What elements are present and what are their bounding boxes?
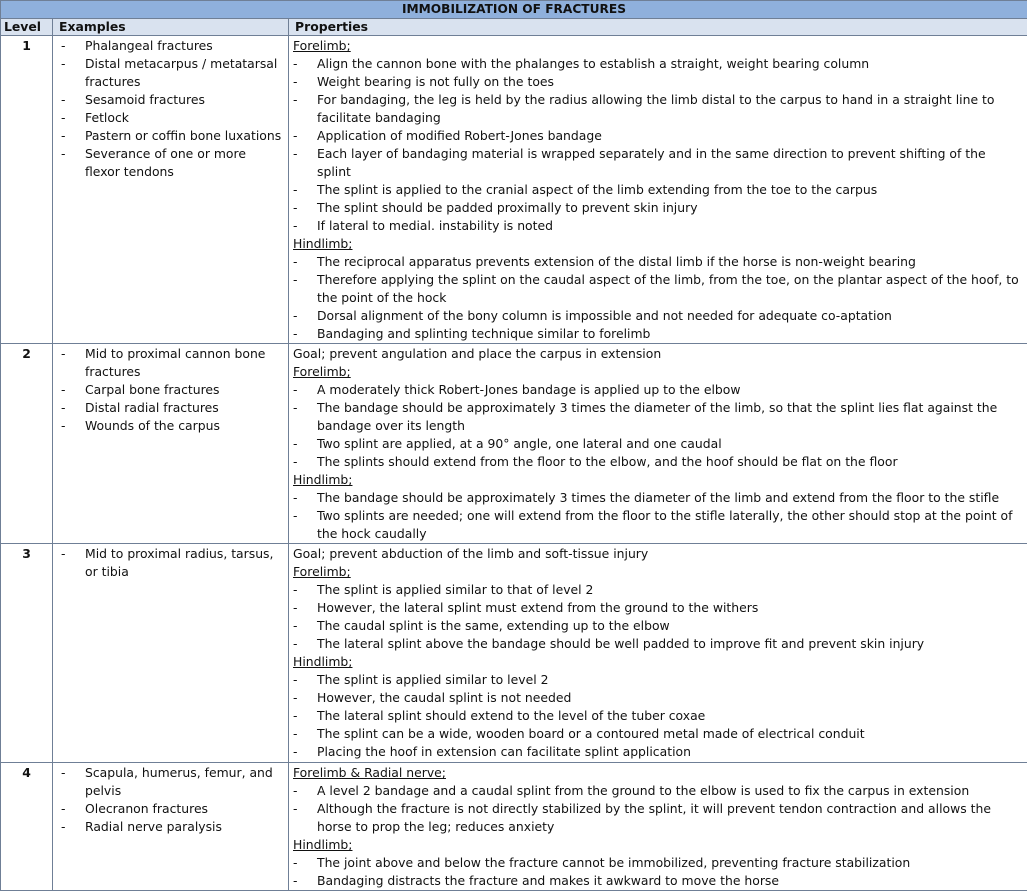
bullet-dash: -: [61, 345, 85, 381]
level-cell: 3: [1, 544, 53, 763]
goal-text: Goal; prevent abduction of the limb and soft-tissue injury: [293, 545, 1027, 563]
properties-cell: [289, 36, 1027, 344]
bullet-dash: -: [61, 764, 85, 800]
property-item: [293, 381, 1027, 399]
examples-cell: [53, 544, 289, 763]
properties-cell: [289, 344, 1027, 544]
examples-cell: [53, 763, 289, 891]
property-item: [293, 689, 1027, 707]
bullet-dash: -: [61, 145, 85, 181]
bullet-dash: -: [293, 435, 317, 453]
bullet-dash: -: [61, 127, 85, 145]
property-item: [293, 800, 1027, 836]
bullet-dash: -: [293, 671, 317, 689]
bullet-dash: -: [293, 271, 317, 307]
property-item-text: Weight bearing is not fully on the toes: [317, 73, 1027, 91]
section-heading: Hindlimb;: [293, 836, 1027, 854]
example-item: [61, 145, 288, 181]
bullet-dash: -: [293, 854, 317, 872]
property-item: [293, 271, 1027, 307]
bullet-dash: -: [293, 725, 317, 743]
bullet-dash: -: [293, 253, 317, 271]
bullet-dash: -: [293, 55, 317, 73]
bullet-dash: -: [293, 91, 317, 127]
section-heading: Hindlimb;: [293, 235, 1027, 253]
example-item: [61, 417, 288, 435]
property-item: [293, 325, 1027, 343]
example-item-text: Distal radial fractures: [85, 399, 288, 417]
example-item-text: Mid to proximal cannon bone fractures: [85, 345, 288, 381]
property-item: [293, 599, 1027, 617]
property-item: [293, 671, 1027, 689]
property-item-text: The lateral splint should extend to the level of the tuber coxae: [317, 707, 1027, 725]
bullet-dash: -: [293, 689, 317, 707]
table-row: [1, 763, 1027, 891]
properties-cell: [289, 544, 1027, 763]
property-item-text: The splint is applied to the cranial aspect of the limb extending from the toe to the carpus: [317, 181, 1027, 199]
bullet-dash: -: [293, 307, 317, 325]
bullet-dash: -: [61, 55, 85, 91]
property-item-text: Dorsal alignment of the bony column is impossible and not needed for adequate co-aptation: [317, 307, 1027, 325]
property-item-text: The reciprocal apparatus prevents extension of the distal limb if the horse is non-weight bearing: [317, 253, 1027, 271]
bullet-dash: -: [293, 199, 317, 217]
bullet-dash: -: [61, 399, 85, 417]
property-item-text: The splint is applied similar to level 2: [317, 671, 1027, 689]
property-item: [293, 91, 1027, 127]
example-item-text: Carpal bone fractures: [85, 381, 288, 399]
example-item: [61, 381, 288, 399]
property-item-text: Placing the hoof in extension can facilitate splint application: [317, 743, 1027, 761]
bullet-dash: -: [293, 127, 317, 145]
property-item-text: Two splints are needed; one will extend from the floor to the stifle laterally, the other should stop at the point of the hock caudally: [317, 507, 1027, 543]
property-item: [293, 581, 1027, 599]
bullet-dash: -: [61, 818, 85, 836]
property-item-text: Bandaging distracts the fracture and makes it awkward to move the horse: [317, 872, 1027, 890]
example-item: [61, 91, 288, 109]
example-item-text: Scapula, humerus, femur, and pelvis: [85, 764, 288, 800]
bullet-dash: -: [293, 800, 317, 836]
bullet-dash: -: [61, 417, 85, 435]
bullet-dash: -: [293, 707, 317, 725]
property-item-text: Each layer of bandaging material is wrapped separately and in the same direction to prevent shifting of the splint: [317, 145, 1027, 181]
example-item: [61, 37, 288, 55]
example-item-text: Severance of one or more flexor tendons: [85, 145, 288, 181]
bullet-dash: -: [293, 489, 317, 507]
table-row: [1, 344, 1027, 544]
bullet-dash: -: [293, 453, 317, 471]
property-item-text: A moderately thick Robert-Jones bandage is applied up to the elbow: [317, 381, 1027, 399]
example-item-text: Fetlock: [85, 109, 288, 127]
property-item: [293, 453, 1027, 471]
property-item-text: If lateral to medial. instability is noted: [317, 217, 1027, 235]
property-item: [293, 127, 1027, 145]
property-item-text: The joint above and below the fracture cannot be immobilized, preventing fracture stabilization: [317, 854, 1027, 872]
property-item: [293, 489, 1027, 507]
section-heading: Hindlimb;: [293, 471, 1027, 489]
example-item-text: Distal metacarpus / metatarsal fractures: [85, 55, 288, 91]
property-item-text: The caudal splint is the same, extending up to the elbow: [317, 617, 1027, 635]
bullet-dash: -: [61, 545, 85, 581]
property-item-text: The splint can be a wide, wooden board or a contoured metal made of electrical conduit: [317, 725, 1027, 743]
example-item: [61, 545, 288, 581]
example-item: [61, 127, 288, 145]
property-item: [293, 145, 1027, 181]
property-item: [293, 217, 1027, 235]
property-item: [293, 635, 1027, 653]
bullet-dash: -: [293, 743, 317, 761]
bullet-dash: -: [293, 399, 317, 435]
table-body: [1, 36, 1027, 891]
bullet-dash: -: [293, 782, 317, 800]
examples-cell: [53, 344, 289, 544]
level-cell: 2: [1, 344, 53, 544]
example-item: [61, 800, 288, 818]
header-level: Level: [1, 19, 53, 36]
property-item: [293, 707, 1027, 725]
table-title: IMMOBILIZATION OF FRACTURES: [1, 1, 1027, 19]
level-cell: 4: [1, 763, 53, 891]
property-item-text: The splints should extend from the floor to the elbow, and the hoof should be flat on the floor: [317, 453, 1027, 471]
example-item-text: Sesamoid fractures: [85, 91, 288, 109]
property-item: [293, 253, 1027, 271]
property-item-text: However, the lateral splint must extend from the ground to the withers: [317, 599, 1027, 617]
property-item: [293, 854, 1027, 872]
property-item-text: The bandage should be approximately 3 times the diameter of the limb and extend from the floor to the stifle: [317, 489, 1027, 507]
example-item-text: Wounds of the carpus: [85, 417, 288, 435]
property-item: [293, 73, 1027, 91]
section-heading: Forelimb;: [293, 563, 1027, 581]
property-item: [293, 307, 1027, 325]
property-item-text: The bandage should be approximately 3 times the diameter of the limb, so that the splint lies flat against the bandage over its length: [317, 399, 1027, 435]
property-item-text: A level 2 bandage and a caudal splint from the ground to the elbow is used to fix the carpus in extension: [317, 782, 1027, 800]
bullet-dash: -: [61, 381, 85, 399]
property-item: [293, 782, 1027, 800]
property-item-text: Although the fracture is not directly stabilized by the splint, it will prevent tendon contraction and allows the horse to prop the leg; reduces anxiety: [317, 800, 1027, 836]
property-item: [293, 725, 1027, 743]
section-heading: Forelimb;: [293, 37, 1027, 55]
header-properties: Properties: [289, 19, 1027, 36]
bullet-dash: -: [293, 73, 317, 91]
section-heading: Hindlimb;: [293, 653, 1027, 671]
bullet-dash: -: [293, 145, 317, 181]
example-item: [61, 399, 288, 417]
property-item-text: Align the cannon bone with the phalanges to establish a straight, weight bearing column: [317, 55, 1027, 73]
bullet-dash: -: [293, 507, 317, 543]
bullet-dash: -: [61, 109, 85, 127]
bullet-dash: -: [293, 599, 317, 617]
property-item: [293, 872, 1027, 890]
table-row: [1, 36, 1027, 344]
bullet-dash: -: [293, 181, 317, 199]
goal-text: Goal; prevent angulation and place the carpus in extension: [293, 345, 1027, 363]
property-item: [293, 181, 1027, 199]
bullet-dash: -: [293, 872, 317, 890]
bullet-dash: -: [293, 325, 317, 343]
example-item-text: Radial nerve paralysis: [85, 818, 288, 836]
property-item: [293, 743, 1027, 761]
bullet-dash: -: [61, 37, 85, 55]
bullet-dash: -: [61, 91, 85, 109]
property-item-text: Application of modified Robert-Jones bandage: [317, 127, 1027, 145]
property-item: [293, 617, 1027, 635]
example-item: [61, 818, 288, 836]
level-cell: 1: [1, 36, 53, 344]
example-item: [61, 764, 288, 800]
bullet-dash: -: [61, 800, 85, 818]
property-item-text: The lateral splint above the bandage should be well padded to improve fit and prevent skin injury: [317, 635, 1027, 653]
section-heading: Forelimb;: [293, 363, 1027, 381]
example-item-text: Olecranon fractures: [85, 800, 288, 818]
bullet-dash: -: [293, 381, 317, 399]
table-row: [1, 544, 1027, 763]
property-item-text: The splint is applied similar to that of level 2: [317, 581, 1027, 599]
example-item: [61, 345, 288, 381]
property-item: [293, 199, 1027, 217]
property-item-text: The splint should be padded proximally to prevent skin injury: [317, 199, 1027, 217]
example-item: [61, 109, 288, 127]
property-item: [293, 399, 1027, 435]
example-item-text: Phalangeal fractures: [85, 37, 288, 55]
property-item: [293, 507, 1027, 543]
property-item: [293, 55, 1027, 73]
properties-cell: [289, 763, 1027, 891]
property-item-text: Bandaging and splinting technique similar to forelimb: [317, 325, 1027, 343]
example-item-text: Pastern or coffin bone luxations: [85, 127, 288, 145]
bullet-dash: -: [293, 635, 317, 653]
bullet-dash: -: [293, 217, 317, 235]
header-examples: Examples: [53, 19, 289, 36]
property-item-text: Two splint are applied, at a 90° angle, one lateral and one caudal: [317, 435, 1027, 453]
property-item-text: For bandaging, the leg is held by the radius allowing the limb distal to the carpus to hand in a straight line to facilitate bandaging: [317, 91, 1027, 127]
example-item: [61, 55, 288, 91]
examples-cell: [53, 36, 289, 344]
example-item-text: Mid to proximal radius, tarsus, or tibia: [85, 545, 288, 581]
property-item: [293, 435, 1027, 453]
section-heading: Forelimb & Radial nerve;: [293, 764, 1027, 782]
property-item-text: Therefore applying the splint on the caudal aspect of the limb, from the toe, on the plantar aspect of the hoof, to the point of the hock: [317, 271, 1027, 307]
bullet-dash: -: [293, 617, 317, 635]
property-item-text: However, the caudal splint is not needed: [317, 689, 1027, 707]
bullet-dash: -: [293, 581, 317, 599]
